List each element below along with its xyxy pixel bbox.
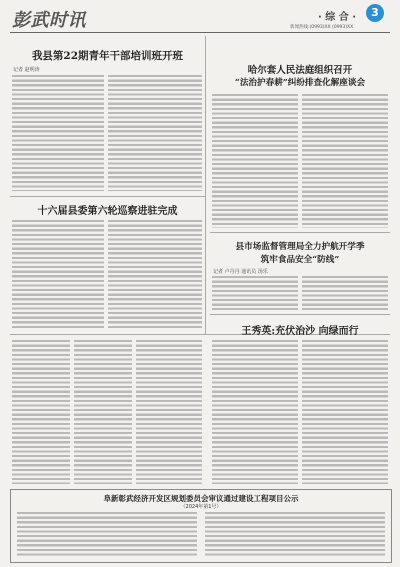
article-2-body-col1 [12, 220, 104, 330]
article-4-body-col2 [302, 276, 388, 310]
masthead-rule [10, 32, 390, 33]
article-5-body-col1 [212, 340, 298, 484]
article-2-continued-col1 [12, 340, 70, 484]
page-number-badge: 3 [366, 4, 384, 22]
masthead [0, 0, 400, 36]
article-3-title-line1: 哈尔套人民法庭组织召开 [247, 65, 353, 76]
section-name: · 综 合 · [318, 12, 357, 23]
article-2-title: 十六届县委第六轮巡察进驻完成 [37, 206, 178, 217]
article-2-body-col2 [108, 220, 202, 330]
article-5-body-col2 [302, 340, 388, 484]
article-5-title: 王秀英:充伏治沙 向绿而行 [241, 326, 359, 337]
article-4-body-col1 [212, 276, 298, 310]
article-3-body-col1 [212, 94, 298, 228]
notice-title: 阜新彰武经济开发区规划委员会审议通过建设工程项目公示 [103, 494, 299, 503]
column-divider [205, 36, 206, 334]
notice-body-col1 [17, 512, 197, 558]
article-4-title-line1: 县市场监督管理局全力护航开学季 [235, 242, 365, 252]
notice-body-col2 [205, 512, 385, 558]
article-1-title: 我县第22期青年干部培训班开班 [31, 50, 184, 62]
article-2-continued-col2 [74, 340, 132, 484]
section-divider [210, 232, 390, 233]
notice-subtitle: （2024年第1号） [180, 504, 222, 510]
article-1-byline: 记者 赵明涛 [13, 67, 40, 73]
article-1-body-col1 [12, 75, 104, 191]
section-divider [10, 196, 205, 197]
article-1-body-col2 [108, 75, 202, 191]
article-4-title-line2: 筑牢食品安全“防线” [260, 255, 340, 265]
article-4-byline: 记者 卢丹丹 通讯员 汤乐 [213, 269, 268, 275]
public-notice [10, 489, 392, 563]
article-3-body-col2 [302, 94, 388, 228]
newspaper-logo: 彭武时讯 [12, 10, 86, 31]
masthead-meta: 新闻热线:(0993)XX (0993)XX [290, 25, 354, 30]
article-3-title-line2: “法治护春耕”纠纷排查化解座谈会 [234, 78, 366, 88]
article-2-continued-col3 [136, 340, 202, 484]
section-divider [210, 314, 390, 315]
